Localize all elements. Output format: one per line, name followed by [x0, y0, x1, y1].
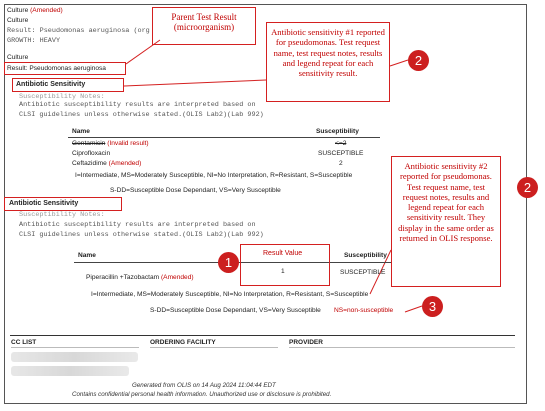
badge-2-top: 2: [408, 50, 429, 71]
growth-line: GROWTH: HEAVY: [7, 37, 61, 45]
sensitivity-2-legend-2: S-DD=Susceptible Dose Dependant, VS=Very Susceptible: [150, 307, 321, 314]
sensitivity-1-legend-1: I=Intermediate, MS=Moderately Susceptible, NI=No Interpretation, R=Resistant, S=Susceptible: [75, 172, 353, 179]
cc-list-header: CC LIST: [11, 339, 37, 346]
sensitivity-2-heading: Antibiotic Sensitivity: [9, 200, 79, 207]
culture-result-highlighted: Result: Pseudomonas aeruginosa: [7, 65, 106, 72]
ordering-facility-rule: [150, 347, 278, 348]
sensitivity-2-notes-line-2: CLSI guidelines unless otherwise stated.(OLIS Lab2)(Lab 992): [19, 231, 264, 239]
parent-test-callout: Parent Test Result (microorganism): [152, 7, 256, 45]
sensitivity-1-legend-2: S-DD=Susceptible Dose Dependant, VS=Very Susceptible: [110, 187, 281, 194]
cc-list-rule: [11, 347, 139, 348]
result-value-label: Result Value: [263, 250, 303, 257]
sensitivity-1-row-3-value: 2: [339, 160, 343, 167]
badge-2-bottom: 2: [517, 177, 538, 198]
provider-header: PROVIDER: [289, 339, 323, 346]
badge-3: 3: [422, 296, 443, 317]
badge-1: 1: [218, 252, 239, 273]
sensitivity-1-row-1-value: <=2: [335, 140, 347, 147]
sensitivity-1-notes-line-1: Antibiotic susceptibility results are interpreted based on: [19, 101, 256, 109]
ns-note: NS=non-susceptible: [334, 307, 394, 314]
sensitivity-1-notes-line-2: CLSI guidelines unless otherwise stated.(OLIS Lab2)(Lab 992): [19, 111, 264, 119]
culture-result-line: Result: Pseudomonas aeruginosa (org: [7, 27, 150, 35]
culture-line-3: Culture: [7, 54, 29, 61]
sensitivity-2-notes-label: Susceptibility Notes:: [19, 211, 105, 219]
sensitivity-1-callout: Antibiotic sensitivity #1 reported for pseudomonas. Test request name, test request notes, results and legend repeat for each sensitivity result.: [266, 22, 390, 102]
sensitivity-1-heading: Antibiotic Sensitivity: [16, 81, 86, 88]
culture-line-1: Culture (Amended): [7, 7, 63, 14]
culture-line-2: Culture: [7, 17, 29, 24]
confidential-line: Contains confidential personal health information. Unauthorized use or disclosure is prohibited.: [72, 391, 332, 398]
provider-rule: [289, 347, 515, 348]
sensitivity-2-col-name: Name: [78, 252, 96, 259]
generated-line: Generated from OLIS on 14 Aug 2024 11:04:44 EDT: [132, 382, 276, 389]
footer-rule: [10, 335, 515, 336]
sensitivity-1-col-name: Name: [72, 128, 90, 135]
sensitivity-1-notes-label: Susceptibility Notes:: [19, 93, 105, 101]
sensitivity-2-callout: Antibiotic sensitivity #2 reported for pseudomonas. Test request name, test request notes, results and legend repeat for each sensitivity result. They display in the same order as returned in OLIS response.: [391, 156, 501, 287]
sensitivity-2-row-value: SUSCEPTIBLE: [340, 269, 386, 276]
sensitivity-2-notes-line-1: Antibiotic susceptibility results are interpreted based on: [19, 221, 256, 229]
result-value: 1: [281, 268, 285, 275]
sensitivity-1-row-1: Gentamicin (Invalid result): [72, 140, 149, 147]
ordering-facility-header: ORDERING FACILITY: [150, 339, 216, 346]
sensitivity-1-row-2: Ciprofloxacin: [72, 150, 111, 157]
sensitivity-1-col-susceptibility: Susceptibility: [316, 128, 359, 135]
redacted-cc-1: [11, 352, 138, 362]
sensitivity-1-row-3: Ceftazidime (Amended): [72, 160, 142, 167]
sensitivity-2-legend-1: I=Intermediate, MS=Moderately Susceptible, NI=No Interpretation, R=Resistant, S=Susceptible: [91, 291, 369, 298]
sensitivity-1-row-2-value: SUSCEPTIBLE: [318, 150, 364, 157]
sensitivity-1-header-rule: [68, 137, 380, 138]
redacted-cc-2: [11, 366, 129, 376]
sensitivity-2-row: Piperacillin +Tazobactam (Amended): [86, 274, 194, 281]
sensitivity-2-col-susceptibility: Susceptibility: [344, 252, 387, 259]
